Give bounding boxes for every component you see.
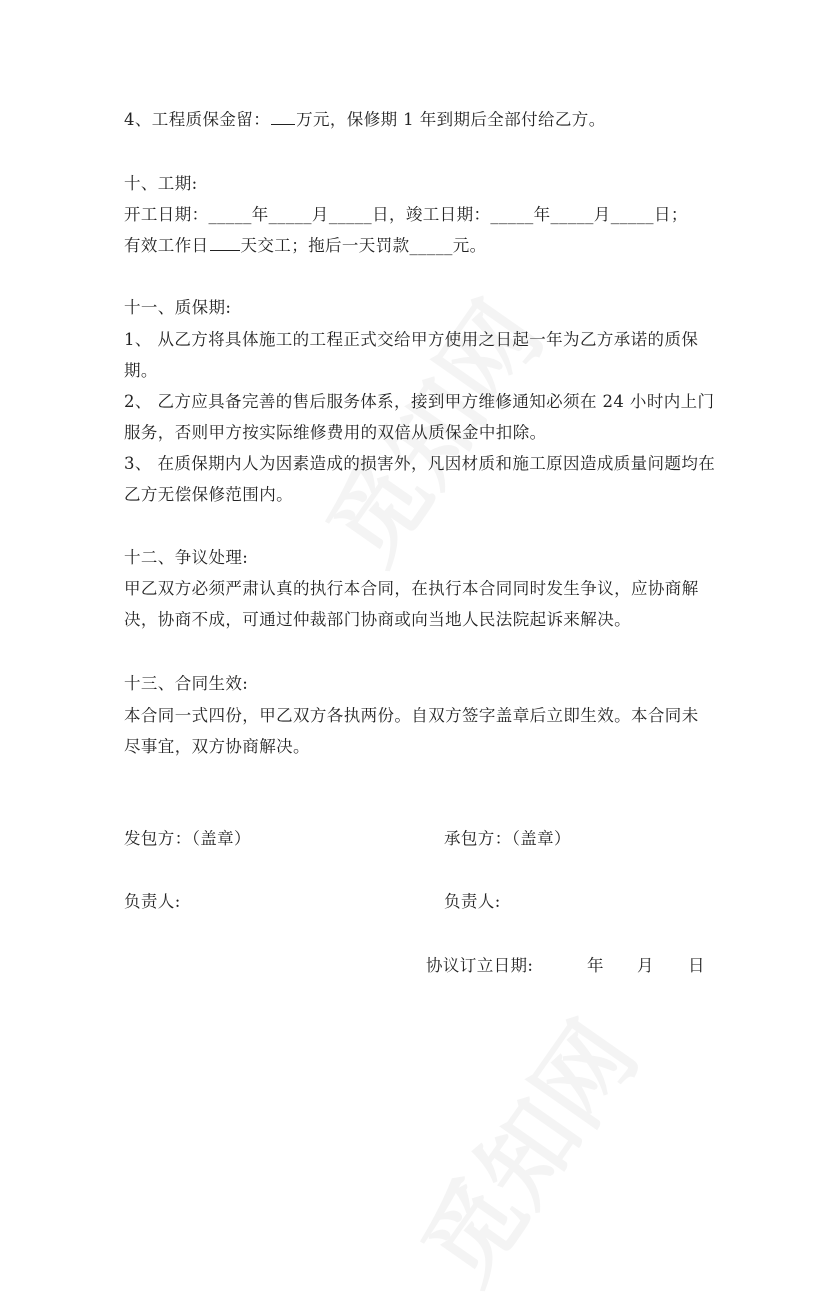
party-b-seal: 承包方：（盖章） [444, 829, 571, 848]
clause-4-after: 万元，保修期 1 年到期后全部付给乙方。 [296, 110, 606, 129]
watermark-bottom [385, 991, 662, 1305]
section-10-heading: 十、工期: [124, 174, 198, 193]
section-13-line: 尽事宜，双方协商解决。 [124, 737, 310, 756]
party-a-representative: 负责人: [124, 892, 181, 911]
agreement-date-label: 协议订立日期: [426, 956, 534, 975]
start-year-label: 年 [251, 205, 269, 224]
finish-day-label: 日； [653, 205, 688, 224]
penalty-label: 天交工；拖后一天罚款 [240, 236, 410, 255]
section-12-heading: 十二、争议处理: [124, 548, 249, 567]
blank-line [210, 236, 240, 251]
blank-line [271, 110, 295, 125]
party-a-seal: 发包方：（盖章） [124, 829, 251, 848]
section-11-line: 1、 从乙方将具体施工的工程正式交给甲方使用之日起一年为乙方承诺的质保 [124, 330, 699, 349]
section-12-line: 甲乙双方必须严肃认真的执行本合同，在执行本合同同时发生争议，应协商解 [124, 579, 699, 598]
finish-year-label: 年 [533, 205, 551, 224]
start-day-blank: _____ [328, 205, 373, 224]
clause-4 [124, 110, 606, 130]
party-b-representative: 负责人: [444, 892, 501, 911]
section-12-line: 决，协商不成，可通过仲裁部门协商或向当地人民法院起诉来解决。 [124, 610, 631, 629]
section-11-heading: 十一、质保期: [124, 298, 232, 317]
start-month-blank: _____ [268, 205, 312, 224]
finish-year-blank: _____ [490, 205, 534, 224]
agreement-date-month: 月 [637, 956, 654, 975]
section-11-line: 服务，否则甲方按实际维修费用的双倍从质保金中扣除。 [124, 423, 547, 442]
finish-month-blank: _____ [550, 205, 594, 224]
section-11-line: 3、 在质保期内人为因素造成的损害外，凡因材质和施工原因造成质量问题均在 [124, 454, 716, 473]
finish-date-label: 竣工日期： [405, 205, 491, 224]
section-10-dates [124, 205, 688, 225]
section-11-line: 乙方无偿保修范围内。 [124, 485, 293, 504]
finish-day-blank: _____ [610, 205, 654, 224]
section-10-workdays [124, 236, 487, 256]
workdays-label: 有效工作日 [124, 236, 209, 255]
finish-month-label: 月 [593, 205, 611, 224]
section-11-line: 2、 乙方应具备完善的售后服务体系，接到甲方维修通知必须在 24 小时内上门 [124, 392, 715, 411]
agreement-date-day: 日 [688, 956, 705, 975]
start-year-blank: _____ [208, 205, 252, 224]
start-date-label: 开工日期： [124, 205, 209, 224]
agreement-date-year: 年 [587, 956, 604, 975]
section-13-heading: 十三、合同生效: [124, 674, 249, 693]
clause-4-before: 4、工程质保金留： [124, 110, 271, 129]
start-month-label: 月 [311, 205, 329, 224]
section-13-line: 本合同一式四份，甲乙双方各执两份。自双方签字盖章后立即生效。本合同未 [124, 706, 699, 725]
section-11-line: 期。 [124, 361, 158, 380]
penalty-unit: 元。 [452, 236, 487, 255]
start-day-label: 日， [372, 205, 406, 224]
penalty-blank: _____ [409, 236, 453, 255]
